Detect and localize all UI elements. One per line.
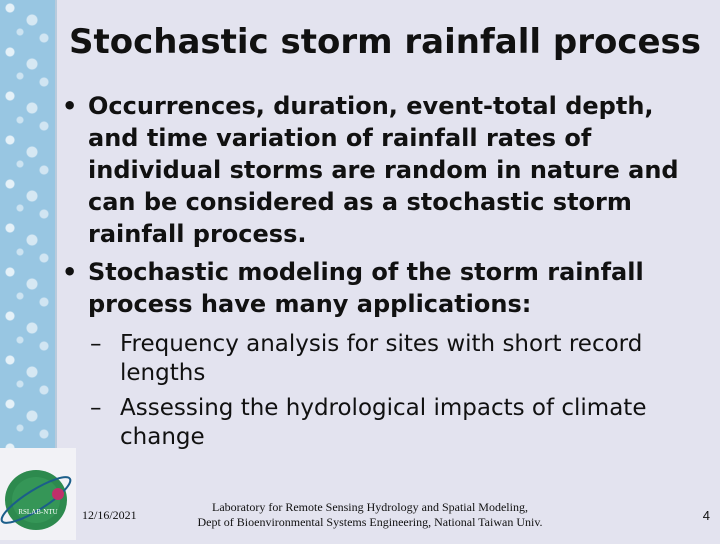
sub-bullet-item [88, 394, 710, 452]
bullet-item [60, 256, 710, 452]
bullet-text: Occurrences, duration, event-total depth, and time variation of rainfall rates of individual storms are random in nature and can be considered as a stochastic storm rainfall process. [88, 92, 679, 248]
bullet-marker: • [62, 258, 78, 286]
sub-bullet-text: Assessing the hydrological impacts of climate change [120, 395, 647, 450]
bullet-text: Stochastic modeling of the storm rainfall process have many applications: [88, 258, 644, 318]
footer-date: 12/16/2021 [82, 508, 137, 522]
lab-logo-graphic [0, 448, 76, 540]
footer-lab-line-2: Dept of Bioenvironmental Systems Engineering, National Taiwan Univ. [197, 515, 543, 529]
slide-title: Stochastic storm rainfall process [68, 22, 702, 62]
sub-bullet-text: Frequency analysis for sites with short record lengths [120, 331, 643, 386]
bullet-marker: • [62, 92, 78, 120]
footer-lab-name [160, 500, 580, 530]
sub-bullet-marker: – [90, 395, 102, 421]
footer-lab-line-1: Laboratory for Remote Sensing Hydrology and Spatial Modeling, [212, 500, 528, 514]
logo-dot [52, 488, 64, 500]
logo-text: RSLAB-NTU [18, 508, 58, 516]
sub-bullet-item [88, 330, 710, 388]
sub-bullet-list [88, 330, 710, 452]
bullet-item [60, 90, 710, 250]
lab-logo [0, 448, 76, 540]
sub-bullet-marker: – [90, 331, 102, 357]
bullet-list [60, 90, 710, 458]
page-number: 4 [702, 508, 710, 523]
